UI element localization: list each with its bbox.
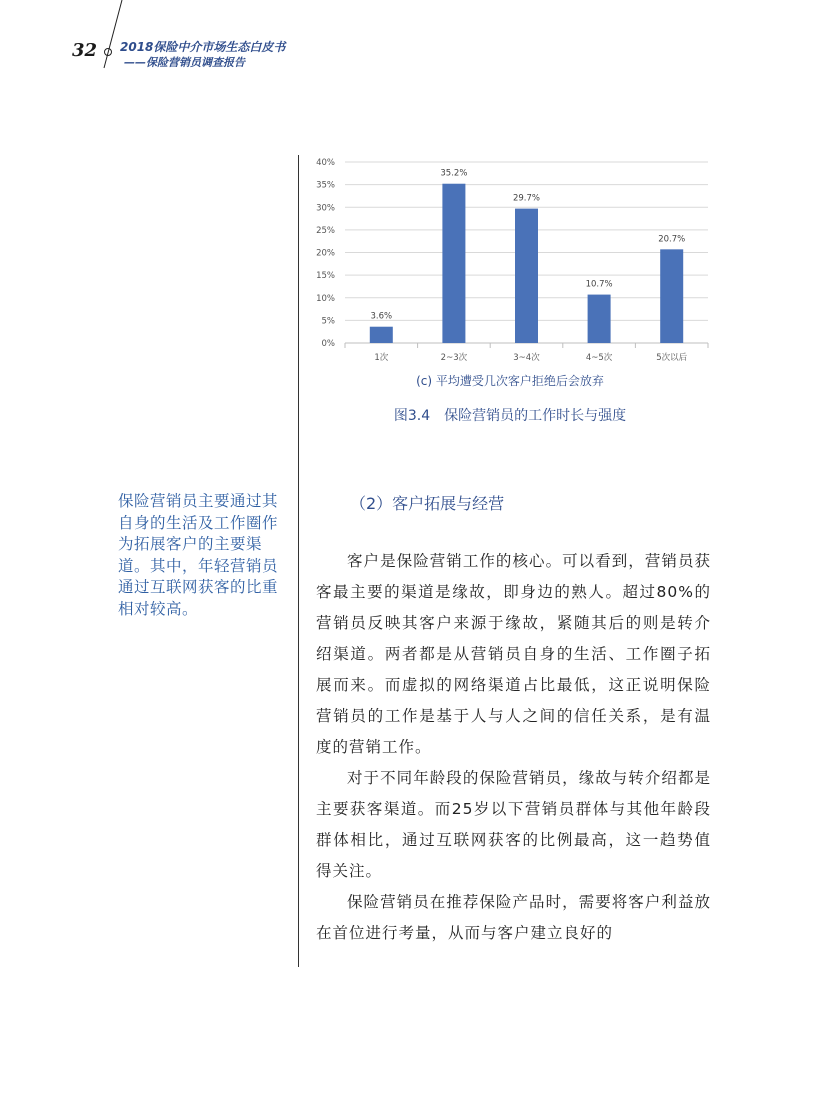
data-label: 20.7%: [658, 234, 686, 245]
y-tick-label: 15%: [316, 271, 335, 282]
body-text: [316, 546, 711, 949]
y-tick-label: 30%: [316, 203, 335, 214]
sidebar-note: 保险营销员主要通过其自身的生活及工作圈作为拓展客户的主要渠道。其中，年轻营销员通过互联网获客的比重相对较高。: [118, 492, 279, 618]
header-subtitle: ——保险营销员调查报告: [124, 56, 245, 69]
y-tick-label: 5%: [321, 316, 335, 327]
x-tick-label: 1次: [374, 353, 389, 363]
x-tick-label: 3~4次: [513, 353, 540, 363]
bar-chart: [300, 150, 720, 370]
paragraph: 客户是保险营销工作的核心。可以看到，营销员获客最主要的渠道是缘故，即身边的熟人。超过80%的营销员反映其客户来源于缘故，紧随其后的则是转介绍渠道。两者都是从营销员自身的生活、工作圈子拓展而来。而虚拟的网络渠道占比最低，这正说明保险营销员的工作是基于人与人之间的信任关系，是有温度的营销工作。: [316, 552, 711, 756]
bar: [660, 249, 683, 343]
section-heading: （2）客户拓展与经营: [350, 494, 505, 513]
header-decoration: [0, 0, 140, 80]
data-label: 35.2%: [440, 168, 468, 179]
bar: [370, 327, 393, 343]
chart-caption: (c) 平均遭受几次客户拒绝后会放弃: [416, 374, 604, 388]
header-title: 2018保险中介市场生态白皮书: [120, 40, 286, 54]
paragraph: 保险营销员在推荐保险产品时，需要将客户利益放在首位进行考量，从而与客户建立良好的: [316, 893, 711, 942]
x-tick-label: 2~3次: [440, 353, 468, 363]
y-tick-label: 35%: [316, 180, 335, 191]
y-tick-label: 10%: [316, 293, 335, 304]
data-label: 3.6%: [370, 311, 393, 322]
bar: [588, 295, 611, 343]
y-tick-label: 25%: [316, 225, 335, 236]
data-label: 29.7%: [512, 193, 541, 204]
y-tick-label: 40%: [316, 158, 335, 168]
column-divider: [298, 155, 299, 967]
y-tick-label: 0%: [321, 339, 335, 349]
bar: [442, 184, 465, 343]
data-label: 10.7%: [585, 279, 613, 290]
y-tick-label: 20%: [316, 248, 335, 259]
bar: [515, 209, 538, 343]
x-tick-label: 5次以后: [656, 353, 688, 363]
page-number: 32: [72, 40, 98, 61]
x-tick-label: 4~5次: [585, 353, 613, 363]
figure-title: 图3.4 保险营销员的工作时长与强度: [393, 408, 627, 424]
paragraph: 对于不同年龄段的保险营销员，缘故与转介绍都是主要获客渠道。而25岁以下营销员群体与其他年龄段群体相比，通过互联网获客的比例最高，这一趋势值得关注。: [316, 769, 711, 880]
